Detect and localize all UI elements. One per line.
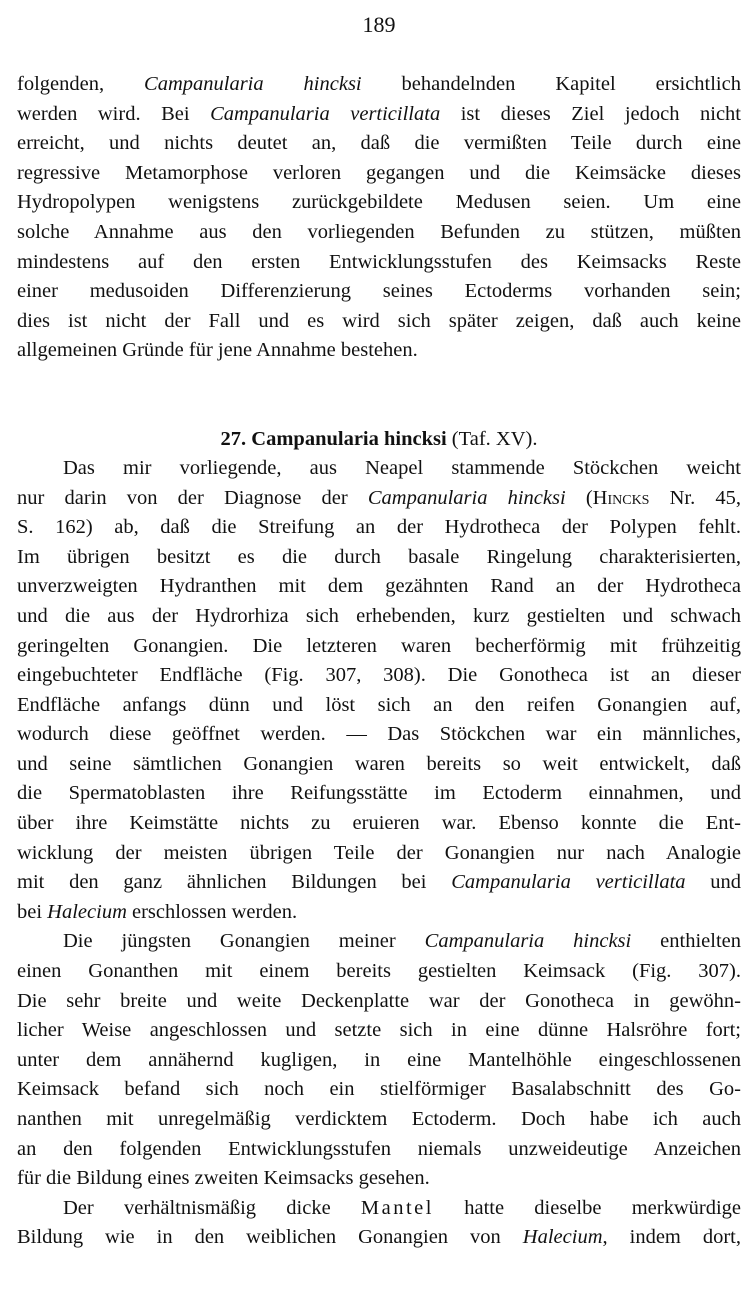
text-line: licher Weise angeschlossen und setzte sich in eine dünne Halsröhre fort; bbox=[17, 1019, 741, 1042]
text-line: Endfläche anfangs dünn und löst sich an den reifen Gonangien auf, bbox=[17, 693, 741, 716]
text-line: für die Bildung eines zweiten Keimsacks gesehen. bbox=[17, 1167, 430, 1190]
text-line: Die sehr breite und weite Deckenplatte war der Gonotheca in gewöhn- bbox=[17, 989, 741, 1012]
text-line: die Spermatoblasten ihre Reifungsstätte im Ectoderm einnahmen, und bbox=[17, 782, 741, 805]
text-line: einer medusoiden Differenzierung seines Ectoderms vorhanden sein; bbox=[17, 280, 741, 303]
text-line: wicklung der meisten übrigen Teile der Gonangien nur nach Analogie bbox=[17, 841, 741, 864]
text-line: eingebuchteter Endfläche (Fig. 307, 308). Die Gonotheca ist an dieser bbox=[17, 664, 741, 687]
text-line: allgemeinen Gründe für jene Annahme bestehen. bbox=[17, 339, 418, 362]
text-line: und die aus der Hydrorhiza sich erhebenden, kurz gestielten und schwach bbox=[17, 604, 741, 627]
text-line: unverzweigten Hydranthen mit dem gezähnten Rand an der Hydrotheca bbox=[17, 575, 741, 598]
text-line: an den folgenden Entwicklungsstufen niemals unzweideutige Anzeichen bbox=[17, 1137, 741, 1160]
text-line: Keimsack befand sich noch ein stielförmiger Basalabschnitt des Go- bbox=[17, 1078, 741, 1101]
text-line: mit den ganz ähnlichen Bildungen bei Campanularia verticillata und bbox=[17, 871, 742, 894]
text-line: geringelten Gonangien. Die letzteren waren becherförmig mit frühzeitig bbox=[17, 634, 741, 657]
text-line: Der verhältnismäßig dicke Mantel hatte dieselbe merkwürdige bbox=[63, 1196, 741, 1219]
text-line: Bildung wie in den weiblichen Gonangien von Halecium, indem dort, bbox=[17, 1226, 741, 1249]
page-number: 189 bbox=[362, 12, 396, 37]
paragraph-4 bbox=[17, 1194, 741, 1253]
paragraph-1 bbox=[17, 70, 741, 366]
text-line: wodurch diese geöffnet werden. — Das Stöckchen war ein männliches, bbox=[17, 723, 741, 746]
text-line: nur darin von der Diagnose der Campanularia hincksi (Hincks Nr. 45, bbox=[17, 486, 742, 509]
text-line: dies ist nicht der Fall und es wird sich später zeigen, daß auch keine bbox=[17, 309, 741, 332]
text-line: bei Halecium erschlossen werden. bbox=[17, 900, 298, 923]
text-line: mindestens auf den ersten Entwicklungsstufen des Keimsacks Reste bbox=[17, 250, 741, 273]
paragraph-2 bbox=[17, 454, 741, 928]
text-line: und seine sämtlichen Gonangien waren bereits so weit entwickelt, daß bbox=[17, 752, 741, 775]
text-line: nanthen mit unregelmäßig verdicktem Ectoderm. Doch habe ich auch bbox=[17, 1108, 741, 1130]
paragraph-3 bbox=[17, 927, 741, 1193]
text-line: folgenden, Campanularia hincksi behandelnden Kapitel ersichtlich bbox=[17, 73, 741, 95]
text-line: solche Annahme aus den vorliegenden Befunden zu stützen, müßten bbox=[17, 220, 741, 243]
text-line: Die jüngsten Gonangien meiner Campanularia hincksi enthielten bbox=[63, 930, 741, 953]
text-line: regressive Metamorphose verloren gegangen und die Keimsäcke dieses bbox=[17, 161, 741, 184]
text-line: einen Gonanthen mit einem bereits gestielten Keimsack (Fig. 307). bbox=[17, 960, 741, 983]
text-line: S. 162) ab, daß die Streifung an der Hydrotheca der Polypen fehlt. bbox=[17, 516, 741, 539]
text-line: werden wird. Bei Campanularia verticillata ist dieses Ziel jedoch nicht bbox=[17, 102, 741, 125]
text-line: Das mir vorliegende, aus Neapel stammende Stöckchen weicht bbox=[63, 456, 741, 479]
text-line: unter dem annähernd kugligen, in eine Mantelhöhle eingeschlossenen bbox=[17, 1048, 741, 1071]
text-line: über ihre Keimstätte nichts zu eruieren war. Ebenso konnte die Ent- bbox=[17, 812, 741, 835]
section-heading: 27. Campanularia hincksi (Taf. XV). bbox=[220, 427, 538, 450]
text-line: erreicht, und nichts deutet an, daß die vermißten Teile durch eine bbox=[17, 132, 741, 155]
text-line: Hydropolypen wenigstens zurückgebildete Medusen seien. Um eine bbox=[17, 191, 741, 214]
text-line: Im übrigen besitzt es die durch basale Ringelung charakterisierten, bbox=[17, 545, 741, 568]
